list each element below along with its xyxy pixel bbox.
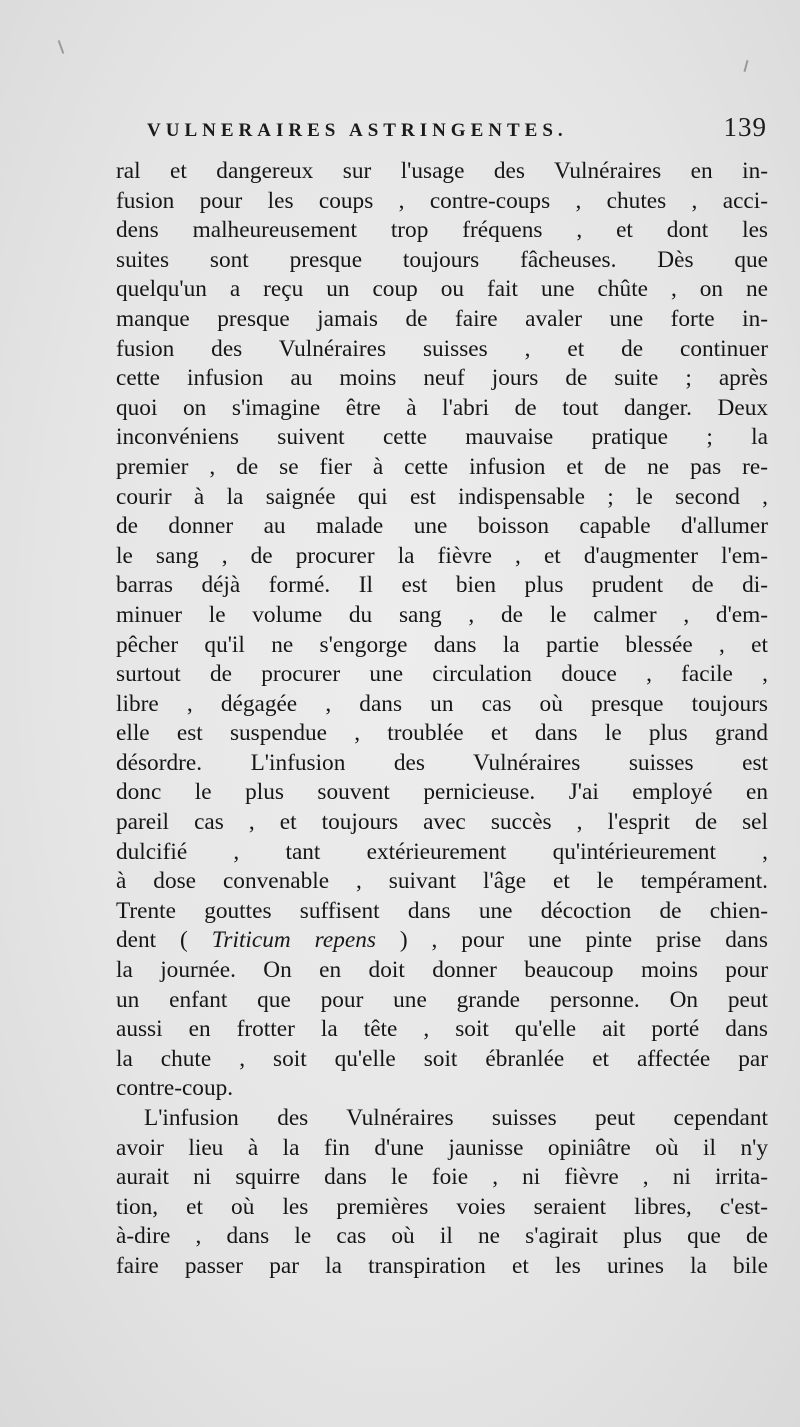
text-line: quoi on s'imagine être à l'abri de tout danger. Deux [116,394,768,421]
text-line: contre-coup. [116,1075,234,1102]
text-line: fusion pour les coups , contre-coups , chutes , acci- [116,187,768,214]
text-line: inconvéniens suivent cette mauvaise pratique ; la [116,424,768,451]
body-text [116,157,768,1282]
running-head: VULNERAIRES ASTRINGENTES. [147,120,568,141]
text-line: surtout de procurer une circulation douce , facile , [116,661,768,688]
text-line: à-dire , dans le cas où il ne s'agirait plus que de [116,1223,768,1250]
text-line: pêcher qu'il ne s'engorge dans la partie blessée , et [116,631,768,658]
margin-mark [58,40,65,54]
text-line: fusion des Vulnéraires suisses , et de continuer [116,335,768,362]
text-line: de donner au malade une boisson capable d'allumer [116,513,768,540]
text-line: aurait ni squirre dans le foie , ni fièvre , ni irrita- [116,1164,768,1191]
text-line: faire passer par la transpiration et les urines la bile [116,1252,768,1279]
text-line: ral et dangereux sur l'usage des Vulnéraires en in- [116,158,768,184]
text-line: libre , dégagée , dans un cas où presque toujours [116,690,768,717]
text-line: elle est suspendue , troublée et dans le plus grand [116,720,768,747]
text-line: la chute , soit qu'elle soit ébranlée et affectée par [116,1045,768,1072]
margin-mark [743,60,748,72]
text-line: la journée. On en doit donner beaucoup moins pour [116,957,768,984]
text-line: minuer le volume du sang , de le calmer , d'em- [116,601,768,628]
text-line: manque presque jamais de faire avaler une forte in- [116,305,768,332]
text-line: suites sont presque toujours fâcheuses. Dès que [116,246,768,273]
text-line: le sang , de procurer la fièvre , et d'augmenter l'em- [116,542,768,569]
text-line: dulcifié , tant extérieurement qu'intérieurement , [116,838,768,865]
text-line: aussi en frotter la tête , soit qu'elle ait porté dans [116,1016,768,1043]
page-number: 139 [723,112,767,142]
page-header [147,112,767,152]
text-line: L'infusion des Vulnéraires suisses peut cependant [144,1105,768,1131]
text-line: premier , de se fier à cette infusion et de ne pas re- [116,453,768,480]
text-line: cette infusion au moins neuf jours de suite ; après [116,365,768,392]
text-line: barras déjà formé. Il est bien plus prudent de di- [116,572,768,599]
text-line: à dose convenable , suivant l'âge et le tempérament. [116,868,768,895]
text-fragment: ) , pour une pinte prise dans [375,927,768,954]
text-line: courir à la saignée qui est indispensable ; le second , [116,483,768,510]
text-line: désordre. L'infusion des Vulnéraires suisses est [116,749,768,776]
text-line: un enfant que pour une grande personne. On peut [116,986,768,1013]
latin-name: Triticum repens [211,927,376,954]
text-line: quelqu'un a reçu un coup ou fait une chûte , on ne [116,276,768,303]
text-line: Trente gouttes suffisent dans une décoction de chien- [116,897,768,924]
text-line: donc le plus souvent pernicieuse. J'ai employé en [116,779,768,806]
text-line [116,926,768,956]
text-line: avoir lieu à la fin d'une jaunisse opiniâtre où il n'y [116,1134,768,1161]
text-line: pareil cas , et toujours avec succès , l'esprit de sel [116,809,768,836]
text-line: dens malheureusement trop fréquens , et dont les [116,217,768,244]
text-fragment: dent ( [116,927,212,954]
text-line: tion, et où les premières voies seraient libres, c'est- [116,1193,768,1220]
